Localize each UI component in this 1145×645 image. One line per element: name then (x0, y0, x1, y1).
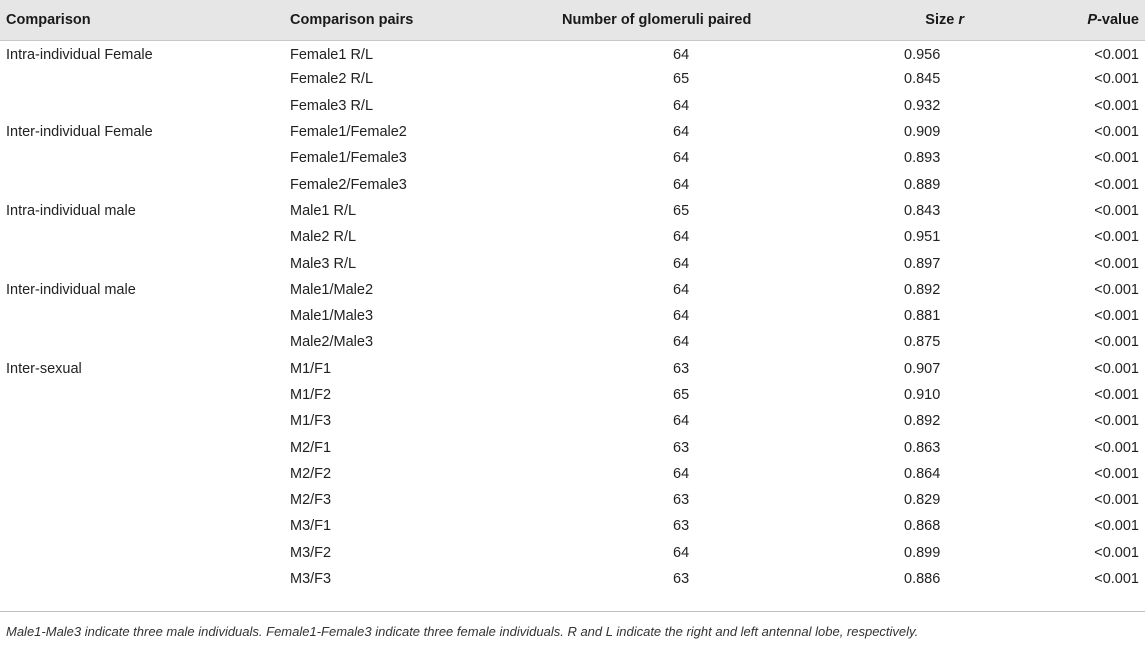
cell-comparison-pair: Male3 R/L (290, 255, 357, 272)
cell-comparison (0, 513, 290, 539)
cell-comparison-pair: M2/F3 (290, 492, 332, 509)
cell-comparison (0, 540, 290, 566)
table-row (0, 566, 1145, 592)
header-comparison: Comparison (0, 0, 290, 40)
cell-glomeruli-count: 65 (673, 202, 690, 219)
cell-comparison-pair: Female1/Female2 (290, 124, 407, 141)
cell-glomeruli-count: 64 (673, 334, 690, 351)
cell-comparison (0, 145, 290, 171)
header-size-r (840, 0, 990, 40)
footnote-divider (0, 611, 1145, 612)
header-row (0, 0, 1145, 40)
cell-size-r: 0.881 (904, 308, 941, 325)
cell-size-r: 0.897 (904, 255, 941, 272)
cell-glomeruli-count: 63 (673, 518, 690, 535)
cell-comparison (0, 329, 290, 355)
table-row (0, 540, 1145, 566)
cell-p-value: <0.001 (1094, 492, 1139, 509)
cell-comparison: Inter-sexual (6, 360, 82, 377)
cell-size-r: 0.843 (904, 202, 941, 219)
table-row (0, 119, 1145, 145)
cell-p-value: <0.001 (1094, 465, 1139, 482)
table-row (0, 198, 1145, 224)
cell-p-value: <0.001 (1094, 176, 1139, 193)
cell-comparison-pair: M3/F3 (290, 571, 332, 588)
cell-glomeruli-count: 64 (673, 465, 690, 482)
table-row (0, 250, 1145, 276)
header-comparison-pairs: Comparison pairs (290, 0, 496, 40)
cell-comparison-pair: M2/F1 (290, 439, 332, 456)
table-row (0, 434, 1145, 460)
cell-comparison: Inter-individual male (6, 281, 136, 298)
cell-comparison: Intra-individual Female (6, 47, 153, 64)
cell-glomeruli-count: 64 (673, 47, 690, 64)
cell-glomeruli-count: 64 (673, 281, 690, 298)
cell-glomeruli-count: 64 (673, 229, 690, 246)
cell-glomeruli-count: 64 (673, 124, 690, 141)
cell-comparison-pair: M2/F2 (290, 465, 332, 482)
cell-comparison (0, 303, 290, 329)
cell-size-r: 0.892 (904, 413, 941, 430)
table-row (0, 40, 1145, 66)
cell-p-value: <0.001 (1094, 571, 1139, 588)
cell-size-r: 0.864 (904, 465, 941, 482)
cell-size-r: 0.886 (904, 571, 941, 588)
cell-p-value: <0.001 (1094, 544, 1139, 561)
table-row (0, 408, 1145, 434)
cell-p-value: <0.001 (1094, 229, 1139, 246)
cell-comparison-pair: Male1/Male2 (290, 281, 374, 298)
cell-glomeruli-count: 64 (673, 413, 690, 430)
cell-p-value: <0.001 (1094, 124, 1139, 141)
cell-comparison-pair: Female3 R/L (290, 97, 374, 114)
cell-comparison-pair: Male1 R/L (290, 202, 357, 219)
table-row (0, 171, 1145, 197)
cell-size-r: 0.907 (904, 360, 941, 377)
cell-comparison-pair: Female1 R/L (290, 47, 374, 64)
cell-size-r: 0.868 (904, 518, 941, 535)
cell-glomeruli-count: 63 (673, 571, 690, 588)
table-row (0, 277, 1145, 303)
cell-comparison (0, 408, 290, 434)
cell-p-value: <0.001 (1094, 202, 1139, 219)
cell-glomeruli-count: 63 (673, 439, 690, 456)
table-body (0, 40, 1145, 592)
cell-comparison: Inter-individual Female (6, 124, 153, 141)
cell-p-value: <0.001 (1094, 281, 1139, 298)
table-row (0, 382, 1145, 408)
cell-p-value: <0.001 (1094, 47, 1139, 64)
cell-size-r: 0.910 (904, 387, 941, 403)
table-footnote: Male1-Male3 indicate three male individuals. Female1-Female3 indicate three female individuals. R and L indicate the right and left antennal lobe, respectively. (6, 624, 919, 639)
cell-glomeruli-count: 63 (673, 492, 690, 509)
cell-p-value: <0.001 (1094, 439, 1139, 456)
cell-size-r: 0.875 (904, 334, 941, 351)
cell-p-value: <0.001 (1094, 255, 1139, 272)
cell-comparison (0, 434, 290, 460)
cell-glomeruli-count: 63 (673, 360, 690, 377)
cell-glomeruli-count: 65 (673, 387, 690, 403)
cell-comparison-pair: M3/F2 (290, 544, 332, 561)
table-row (0, 93, 1145, 119)
cell-size-r: 0.892 (904, 281, 941, 298)
cell-comparison-pair: M3/F1 (290, 518, 332, 535)
header-glomeruli-paired: Number of glomeruli paired (496, 0, 840, 40)
cell-comparison (0, 461, 290, 487)
cell-comparison-pair: Female1/Female3 (290, 150, 407, 167)
table-row (0, 461, 1145, 487)
cell-glomeruli-count: 64 (673, 308, 690, 325)
table-row (0, 356, 1145, 382)
cell-comparison-pair: M1/F1 (290, 360, 332, 377)
cell-glomeruli-count: 64 (673, 150, 690, 167)
cell-glomeruli-count: 64 (673, 255, 690, 272)
cell-comparison-pair: M1/F2 (290, 387, 332, 403)
cell-p-value: <0.001 (1094, 308, 1139, 325)
cell-comparison (0, 487, 290, 513)
header-size-prefix: Size (925, 11, 959, 28)
table-row (0, 329, 1145, 355)
cell-comparison-pair: M1/F3 (290, 413, 332, 430)
cell-comparison (0, 171, 290, 197)
table-row (0, 487, 1145, 513)
cell-size-r: 0.951 (904, 229, 941, 246)
cell-comparison-pair: Female2 R/L (290, 71, 374, 88)
cell-glomeruli-count: 64 (673, 176, 690, 193)
cell-comparison (0, 224, 290, 250)
cell-size-r: 0.909 (904, 124, 941, 141)
cell-comparison (0, 566, 290, 592)
cell-comparison-pair: Male2/Male3 (290, 334, 374, 351)
header-p-suffix: -value (1097, 11, 1139, 28)
header-p-value (990, 0, 1145, 40)
cell-comparison-pair: Male1/Male3 (290, 308, 374, 325)
cell-p-value: <0.001 (1094, 413, 1139, 430)
table-row (0, 224, 1145, 250)
cell-p-value: <0.001 (1094, 334, 1139, 351)
cell-size-r: 0.932 (904, 97, 941, 114)
table-row (0, 66, 1145, 92)
cell-comparison (0, 66, 290, 92)
header-size-variable: r (958, 11, 964, 28)
cell-p-value: <0.001 (1094, 71, 1139, 88)
cell-glomeruli-count: 64 (673, 97, 690, 114)
cell-glomeruli-count: 65 (673, 71, 690, 88)
cell-size-r: 0.845 (904, 71, 941, 88)
cell-size-r: 0.893 (904, 150, 941, 167)
cell-glomeruli-count: 64 (673, 544, 690, 561)
cell-p-value: <0.001 (1094, 360, 1139, 377)
cell-size-r: 0.956 (904, 47, 941, 64)
table-row (0, 303, 1145, 329)
cell-p-value: <0.001 (1094, 150, 1139, 167)
cell-comparison (0, 93, 290, 119)
cell-p-value: <0.001 (1094, 387, 1139, 403)
cell-comparison-pair: Male2 R/L (290, 229, 357, 246)
table-row (0, 145, 1145, 171)
cell-comparison (0, 250, 290, 276)
header-p-variable: P (1087, 11, 1098, 28)
cell-size-r: 0.889 (904, 176, 941, 193)
cell-comparison (0, 382, 290, 408)
cell-size-r: 0.863 (904, 439, 941, 456)
cell-size-r: 0.899 (904, 544, 941, 561)
table-header (0, 0, 1145, 40)
cell-p-value: <0.001 (1094, 97, 1139, 114)
cell-comparison: Intra-individual male (6, 202, 136, 219)
table-row (0, 513, 1145, 539)
cell-comparison-pair: Female2/Female3 (290, 176, 407, 193)
cell-size-r: 0.829 (904, 492, 941, 509)
cell-p-value: <0.001 (1094, 518, 1139, 535)
